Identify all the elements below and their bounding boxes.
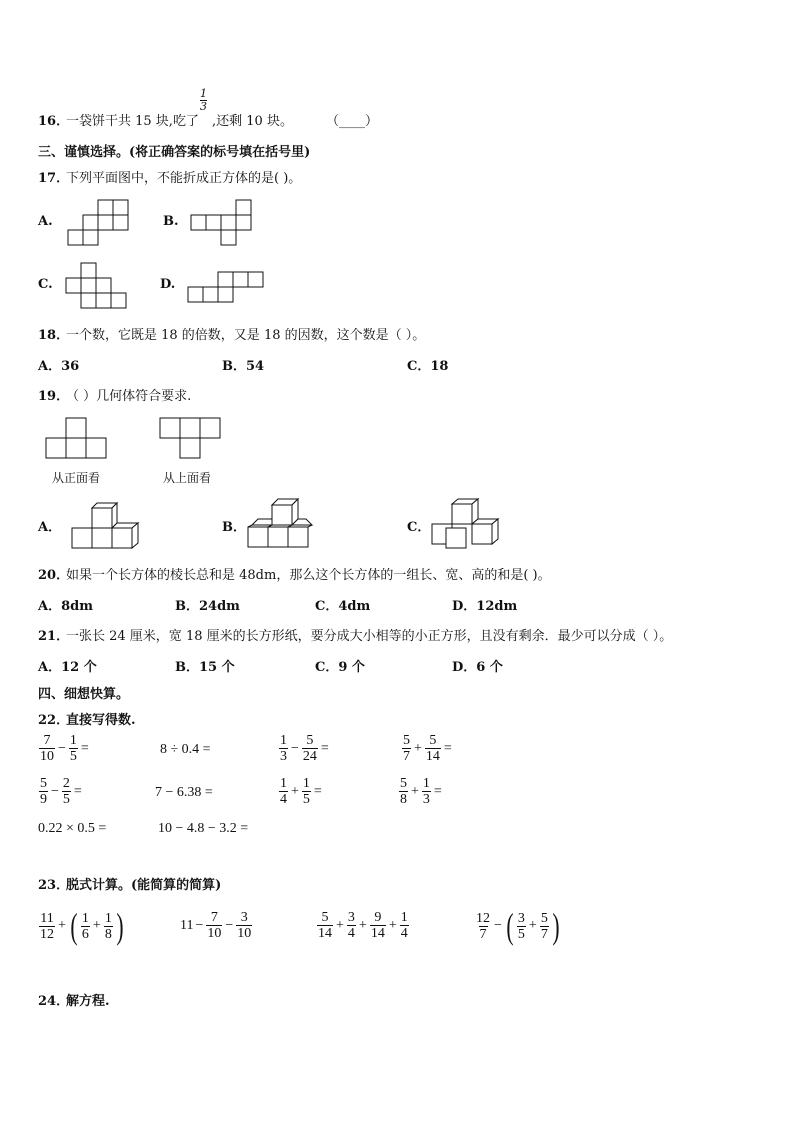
- q18-option-c[interactable]: C．18: [407, 359, 449, 374]
- q22-expr-3: $\frac{1}{3}$ − $\frac{5}{24}$ =: [280, 733, 329, 764]
- q22-expr-7: $\frac{1}{4}$ + $\frac{1}{5}$ =: [280, 776, 322, 807]
- q22-expr-6: 7 − 6.38 =: [155, 785, 213, 800]
- q19-front-view: [46, 418, 108, 460]
- q22-expr-9: 0.22 × 0.5 =: [38, 821, 107, 836]
- q22-number: 22．: [38, 713, 70, 728]
- q20-option-c[interactable]: C．4dm: [315, 599, 371, 614]
- q21-option-b[interactable]: B．15 个: [175, 660, 235, 675]
- q16-answer-blank[interactable]: （____）: [326, 114, 379, 129]
- q23-expr-1: $\frac{11}{12}$ + ( $\frac{1}{6}$ + $\frac{1}{8}$ ): [40, 906, 124, 946]
- q17-text: 下列平面图中，不能折成正方体的是( )。: [66, 171, 302, 186]
- q23-number: 23．: [38, 878, 70, 893]
- section3-heading: 三、谨慎选择。(将正确答案的标号填在括号里): [38, 145, 311, 160]
- q17-net-b: [191, 198, 253, 246]
- q22-text: 直接写得数.: [66, 713, 136, 728]
- q18-number: 18．: [38, 328, 70, 343]
- q21-number: 21．: [38, 629, 70, 644]
- q21-text: 一张长 24 厘米，宽 18 厘米的长方形纸，要分成大小相等的小正方形，且没有剩余．最少可以分成（ ）。: [66, 629, 673, 644]
- q17-net-c: [66, 262, 128, 310]
- q20-option-d[interactable]: D．12dm: [452, 599, 518, 614]
- q21-option-d[interactable]: D．6 个: [452, 660, 503, 675]
- q23-expr-3: $\frac{5}{14}$ + $\frac{3}{4}$ + $\frac{9}{14}$ + $\frac{1}{4}$: [318, 910, 408, 941]
- q23-expr-4: $\frac{12}{7}$ − ( $\frac{3}{5}$ + $\frac{5}{7}$ ): [476, 906, 560, 946]
- q18-text: 一个数，它既是 18 的倍数，又是 18 的因数，这个数是（ ）。: [66, 328, 426, 343]
- q24-number: 24．: [38, 994, 70, 1009]
- q16-text-b: ,还剩 10 块。: [212, 114, 293, 129]
- q19-option-a[interactable]: A．: [38, 520, 62, 535]
- q22-expr-10: 10 − 4.8 − 3.2 =: [158, 821, 249, 836]
- q18-option-b[interactable]: B．54: [222, 359, 265, 374]
- q19-front-label: 从正面看: [52, 471, 101, 485]
- q19-solid-c: [432, 498, 504, 550]
- q22-expr-2: 8 ÷ 0.4 =: [160, 742, 211, 757]
- q22-expr-1: $\frac{7}{10}$ − $\frac{1}{5}$ =: [40, 733, 89, 764]
- q23-text: 脱式计算。(能简算的简算): [66, 878, 222, 893]
- q17-option-b[interactable]: B.: [163, 214, 179, 229]
- section4-heading: 四、细想快算。: [38, 687, 130, 702]
- q17-option-c[interactable]: C.: [38, 277, 53, 292]
- q20-option-a[interactable]: A．8dm: [38, 599, 93, 614]
- q20-number: 20．: [38, 568, 70, 583]
- q24-text: 解方程.: [66, 994, 110, 1009]
- q19-option-c[interactable]: C．: [407, 520, 431, 535]
- q20-option-b[interactable]: B．24dm: [175, 599, 240, 614]
- q19-text: （ ）几何体符合要求.: [66, 389, 192, 404]
- q17-net-d: [188, 270, 266, 304]
- q16-fraction: [200, 88, 207, 113]
- q22-expr-8: $\frac{5}{8}$ + $\frac{1}{3}$ =: [400, 776, 442, 807]
- q23-expr-2: 11 − $\frac{7}{10}$ − $\frac{3}{10}$: [180, 910, 252, 941]
- q19-top-label: 从上面看: [163, 471, 212, 485]
- q19-top-view: [160, 418, 222, 460]
- q20-text: 如果一个长方体的棱长总和是 48dm，那么这个长方体的一组长、宽、高的和是( )。: [66, 568, 551, 583]
- q17-number: 17．: [38, 171, 70, 186]
- q16-frac-num: 1: [200, 87, 207, 100]
- q22-expr-4: $\frac{5}{7}$ + $\frac{5}{14}$ =: [403, 733, 452, 764]
- q19-solid-a: [72, 500, 144, 550]
- q19-number: 19．: [38, 389, 70, 404]
- q17-option-d[interactable]: D.: [160, 277, 176, 292]
- q21-option-c[interactable]: C．9 个: [315, 660, 365, 675]
- q16-text-a: 一袋饼干共 15 块,吃了: [66, 114, 199, 129]
- q17-net-a: [68, 198, 130, 246]
- q19-solid-b: [248, 498, 320, 550]
- q21-option-a[interactable]: A．12 个: [38, 660, 97, 675]
- q17-option-a[interactable]: A.: [38, 214, 53, 229]
- q19-option-b[interactable]: B．: [222, 520, 246, 535]
- q18-option-a[interactable]: A．36: [38, 359, 80, 374]
- q22-expr-5: $\frac{5}{9}$ − $\frac{2}{5}$ =: [40, 776, 82, 807]
- q16-frac-den: 3: [200, 100, 207, 113]
- q16-number: 16．: [38, 114, 70, 129]
